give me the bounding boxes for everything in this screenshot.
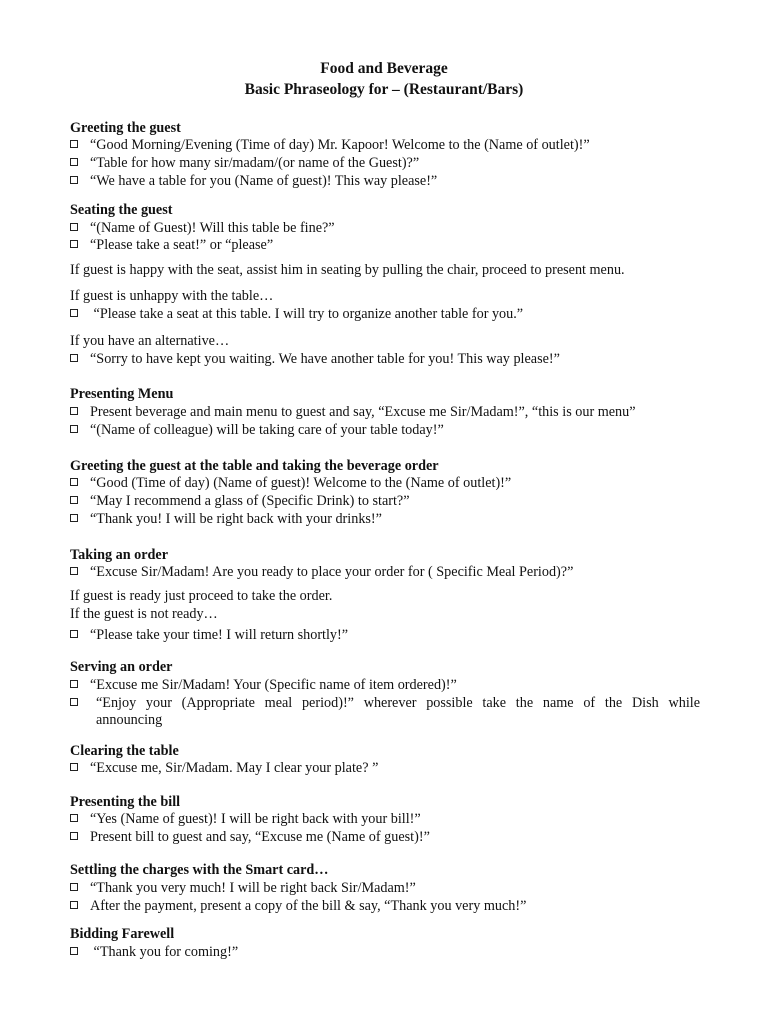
section-heading-menu: Presenting Menu [70,386,174,402]
list-item: “Yes (Name of guest)! I will be right back with your bill!” [70,811,700,828]
checkbox-bullet-icon [70,832,78,840]
checkbox-bullet-icon [70,425,78,433]
checkbox-bullet-icon [70,630,78,638]
seating-note-alternative: If you have an alternative… [70,333,230,349]
checkbox-bullet-icon [70,176,78,184]
seating-note-happy: If guest is happy with the seat, assist him in seating by pulling the chair, proceed to present menu. [70,262,625,278]
checkbox-bullet-icon [70,680,78,688]
section-heading-settling: Settling the charges with the Smart card… [70,862,329,878]
checkbox-bullet-icon [70,901,78,909]
checkbox-bullet-icon [70,567,78,575]
checkbox-bullet-icon [70,223,78,231]
checkbox-bullet-icon [70,158,78,166]
list-item: “Please take a seat!” or “please” [70,237,700,254]
list-item: “We have a table for you (Name of guest)! This way please!” [70,173,700,190]
checkbox-bullet-icon [70,698,78,706]
serving-enjoy-line: “Enjoy your (Appropriate meal period)!” wherever possible take the name of the Dish while [96,695,700,711]
document-subtitle: Basic Phraseology for – (Restaurant/Bars) [244,81,524,98]
checkbox-bullet-icon [70,883,78,891]
list-item: “Sorry to have kept you waiting. We have another table for you! This way please!” [70,351,700,368]
checkbox-bullet-icon [70,947,78,955]
list-item: “Excuse Sir/Madam! Are you ready to place your order for ( Specific Meal Period)?” [70,564,700,581]
checkbox-bullet-icon [70,354,78,362]
checkbox-bullet-icon [70,240,78,248]
section-heading-greeting: Greeting the guest [70,120,181,136]
checkbox-bullet-icon [70,407,78,415]
list-item: “Good Morning/Evening (Time of day) Mr. Kapoor! Welcome to the (Name of outlet)!” [70,137,700,154]
list-item: “Thank you very much! I will be right back Sir/Madam!” [70,880,700,897]
list-item: Present beverage and main menu to guest and say, “Excuse me Sir/Madam!”, “this is our menu” [70,404,700,421]
seating-note-unhappy: If guest is unhappy with the table… [70,288,274,304]
checkbox-bullet-icon [70,478,78,486]
section-heading-order: Taking an order [70,547,169,563]
section-heading-bill: Presenting the bill [70,794,181,810]
checkbox-bullet-icon [70,309,78,317]
list-item: “Excuse me Sir/Madam! Your (Specific name of item ordered)!” [70,677,700,694]
serving-enjoy-line-cont: announcing [96,712,163,728]
list-item: “Table for how many sir/madam/(or name of the Guest)?” [70,155,700,172]
list-item: “Good (Time of day) (Name of guest)! Welcome to the (Name of outlet)!” [70,475,700,492]
checkbox-bullet-icon [70,814,78,822]
checkbox-bullet-icon [70,496,78,504]
list-item: “Thank you for coming!” [70,944,700,961]
section-heading-beverage: Greeting the guest at the table and taking the beverage order [70,458,439,474]
list-item: After the payment, present a copy of the bill & say, “Thank you very much!” [70,898,700,915]
checkbox-bullet-icon [70,140,78,148]
section-heading-seating: Seating the guest [70,202,173,218]
list-item: “(Name of colleague) will be taking care of your table today!” [70,422,700,439]
order-note-not-ready: If the guest is not ready… [70,606,218,622]
list-item: “Please take a seat at this table. I will try to organize another table for you.” [70,306,700,323]
list-item: “Thank you! I will be right back with your drinks!” [70,511,700,528]
section-heading-farewell: Bidding Farewell [70,926,175,942]
list-item: “Please take your time! I will return shortly!” [70,627,700,644]
order-note-ready: If guest is ready just proceed to take the order. [70,588,333,604]
list-item: “Excuse me, Sir/Madam. May I clear your plate? ” [70,760,700,777]
checkbox-bullet-icon [70,514,78,522]
document-title: Food and Beverage [320,60,448,77]
section-heading-serving: Serving an order [70,659,173,675]
checkbox-bullet-icon [70,763,78,771]
section-heading-clearing: Clearing the table [70,743,179,759]
list-item: Present bill to guest and say, “Excuse me (Name of guest)!” [70,829,700,846]
list-item: “May I recommend a glass of (Specific Drink) to start?” [70,493,700,510]
list-item: “(Name of Guest)! Will this table be fine?” [70,220,700,237]
